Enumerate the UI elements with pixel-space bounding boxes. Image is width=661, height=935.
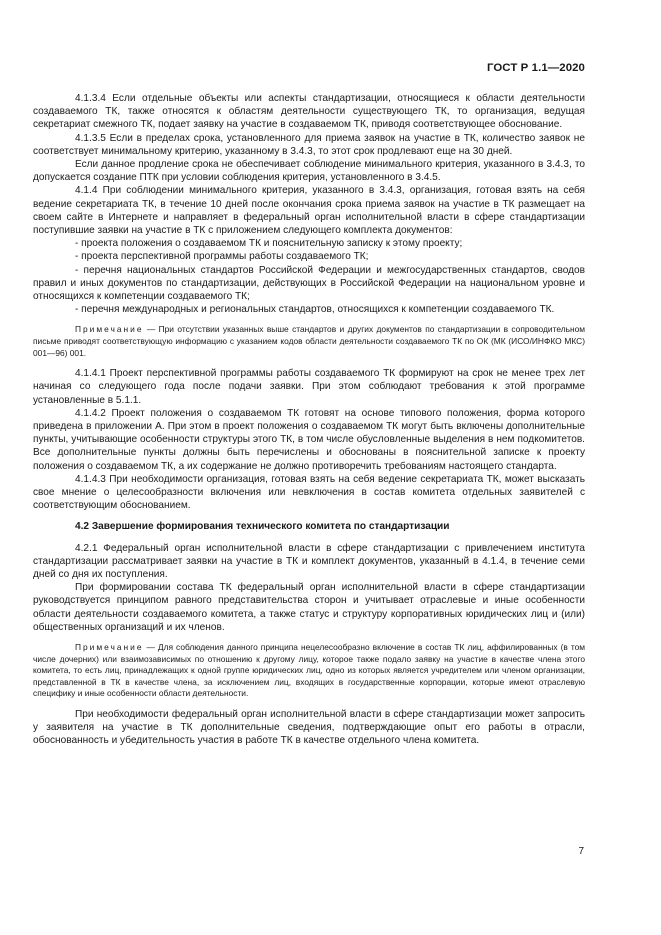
list-item: - перечня национальных стандартов Российской Федерации и межгосударственных стандартов, сводов правил и иных документов по стандартизации, действующих в Российской Федерации на национальном уровне и относящихся к компетенции создаваемого ТК; xyxy=(33,264,585,303)
paragraph-4-2-1-final: При необходимости федеральный орган исполнительной власти в сфере стандартизации может запросить у заявителя на участие в ТК дополнительные сведения, подтверждающие опыт его работы в отрасли, обоснованность и убедительность участия в работе ТК в качестве отдельного члена комитета. xyxy=(33,709,585,747)
document-body xyxy=(33,92,585,748)
paragraph-4-1-3-5: 4.1.3.5 Если в пределах срока, установленного для приема заявок на участие в ТК, количество заявок не соответствует минимальному критерию, указанному в 3.4.3, то этот срок продлевают еще на 30 дней. xyxy=(33,132,585,157)
page-number: 7 xyxy=(578,846,584,857)
note-text: — При отсутствии указанных выше стандартов и других документов по стандартизации в сопроводительном письме приводят соответствующую информацию с указанием кодов области деятельности создаваемого ТК по ОК (МК (ИСО/ИНФКО МКС) 001—96) 001. xyxy=(33,324,585,358)
paragraph-4-1-4: 4.1.4 При соблюдении минимального критерия, указанного в 3.4.3, организация, готовая взять на себя ведение секретариата ТК, в течение 10 дней после окончания срока приема заявок на участие в ТК размещает на своем сайте в Интернете и направляет в федеральный орган исполнительной власти в сфере стандартизации поступившие заявки на участие в ТК с приложением следующего комплекта документов: xyxy=(33,185,585,237)
paragraph-4-1-3-5-continued: Если данное продление срока не обеспечивает соблюдение минимального критерия, указанного в 3.4.3, то допускается создание ПТК при условии соблюдения критерия, установленного в 3.4.5. xyxy=(33,159,585,184)
standard-designation: ГОСТ Р 1.1—2020 xyxy=(486,62,585,74)
list-item: - проекта перспективной программы работы создаваемого ТК; xyxy=(75,251,369,263)
paragraph-4-1-4-3: 4.1.4.3 При необходимости организация, готовая взять на себя ведение секретариата ТК, может высказать свое мнение о целесообразности включения или невключения в состав комитета отдельных заявителей с соответствующим обоснованием. xyxy=(33,473,585,512)
note-text: — Для соблюдения данного принципа нецелесообразно включение в состав ТК лиц, аффилированных (в том числе дочерних) или взаимозависимых по отношению к другому лицу, которое также подало заявку на участие в качестве члена этого комитета, то есть лиц, принадлежащих к одной группе юридических лиц, одно из которых является учредителем или членом организации, представленной в ТК в качестве члена, за исключением лиц, входящих в государственные корпорации, которые имеют отраслевую специфику и иные особенности области деятельности. xyxy=(33,642,585,699)
paragraph-4-1-4-2: 4.1.4.2 Проект положения о создаваемом ТК готовят на основе типового положения, форма которого приведена в приложении А. При этом в проект положения о создаваемом ТК могут быть включены дополнительные пункты, учитывающие особенности структуры этого ТК, в том числе обусловленные выделения в нем подкомитетов. Все дополнительные пункты должны быть перечислены и обоснованы в пояснительной записке к проекту положения о создаваемом ТК, а их содержание не должно противоречить требованиям настоящего стандарта. xyxy=(33,407,585,472)
note-1 xyxy=(33,324,585,359)
paragraph-4-1-4-1: 4.1.4.1 Проект перспективной программы работы создаваемого ТК формируют на срок не менее трех лет начиная со следующего года после подачи заявки. При этом соблюдают требования к этой программе установленные в 5.1.1. xyxy=(33,368,585,406)
list-item: - проекта положения о создаваемом ТК и пояснительную записку к этому проекту; xyxy=(75,238,463,250)
section-heading-4-2: 4.2 Завершение формирования технического комитета по стандартизации xyxy=(75,521,450,533)
paragraph-4-2-1: 4.2.1 Федеральный орган исполнительной власти в сфере стандартизации с привлечением института стандартизации рассматривает заявки на участие в ТК и комплект документов, указанный в 4.1.4, в течение семи дней со дня их поступления. xyxy=(33,542,585,581)
list-item: - перечня международных и региональных стандартов, относящихся к компетенции создаваемого ТК. xyxy=(75,304,555,316)
paragraph-4-2-1-continued: При формировании состава ТК федеральный орган исполнительной власти в сфере стандартизации руководствуется принципом равного представительства сторон и учитывает отраслевые и иные особенности области деятельности создаваемого комитета, а также статус и структуру корпоративных юридических лиц и (или) общественных организаций и их членов. xyxy=(33,582,585,633)
paragraph-4-1-3-4: 4.1.3.4 Если отдельные объекты или аспекты стандартизации, относящиеся к области деятельности создаваемого ТК, также относятся к областям деятельности существующего ТК, то организация, ведущая секретариат смежного ТК, подает заявку на участие в создаваемом ТК, приводя соответствующее обоснование. xyxy=(33,93,585,131)
note-2 xyxy=(33,642,585,700)
note-label: Примечание xyxy=(75,324,144,335)
note-label: Примечание xyxy=(75,642,144,653)
